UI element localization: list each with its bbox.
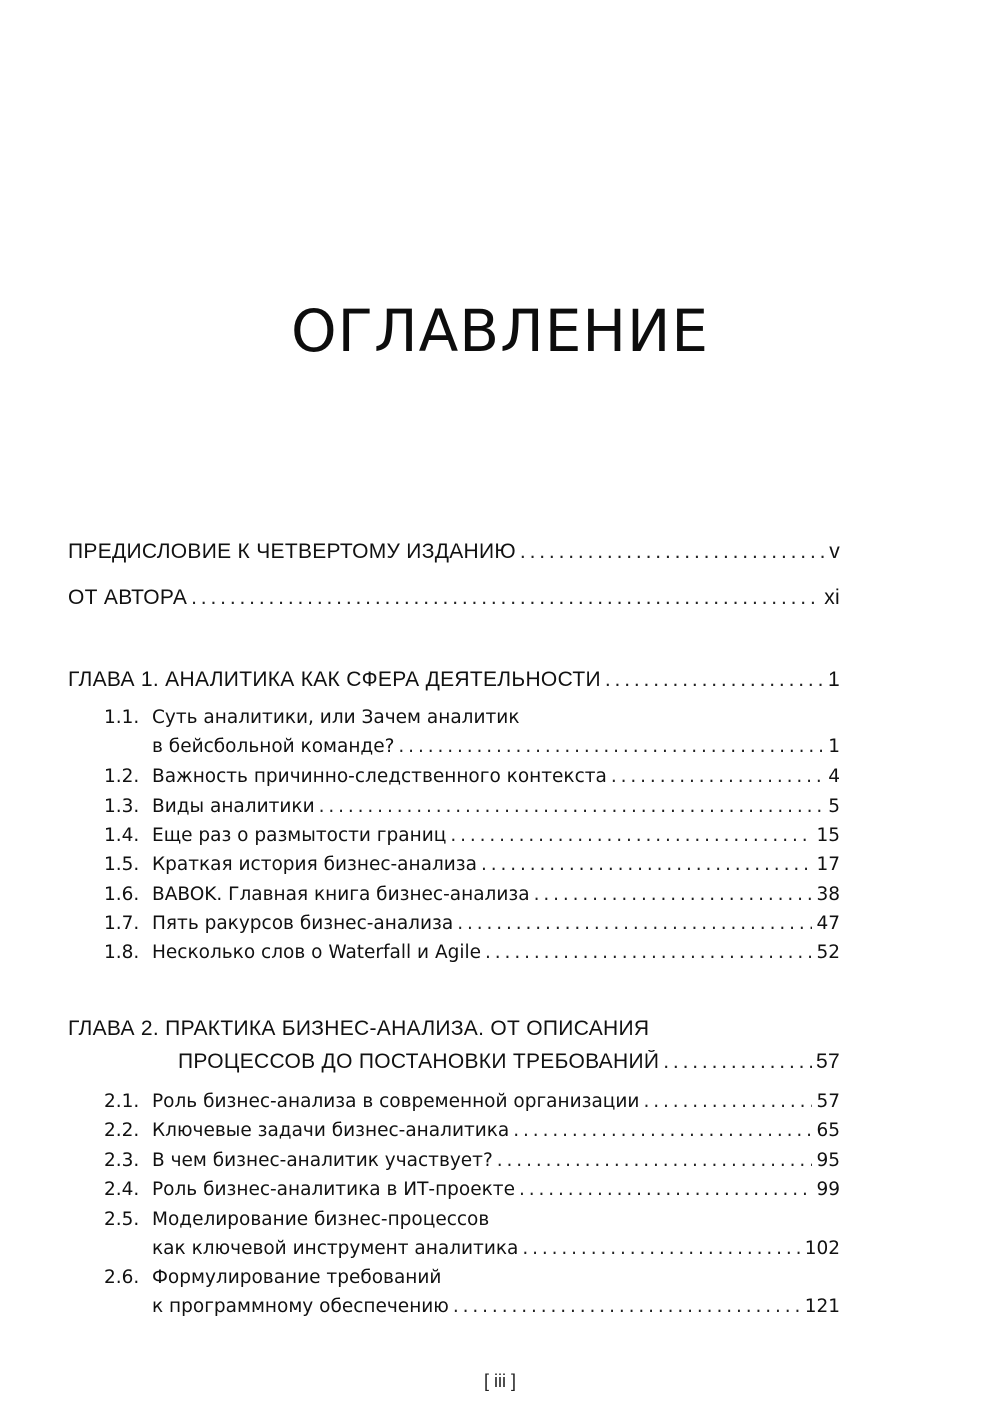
section-page: 57 (816, 1091, 840, 1112)
section-title: Роль бизнес-анализа в современной организации (152, 1091, 640, 1112)
toc-entry-page: v (829, 540, 840, 563)
leader-dots (534, 884, 813, 905)
section-page: 102 (804, 1238, 840, 1259)
section-title: В чем бизнес-аналитик участвует? (152, 1150, 493, 1171)
toc-section-1-4 (152, 825, 840, 846)
toc-entry-label: ПРЕДИСЛОВИЕ К ЧЕТВЕРТОМУ ИЗДАНИЮ (68, 540, 516, 563)
leader-dots (520, 540, 825, 564)
section-number: 1.4. (104, 825, 140, 846)
toc-section-2-2 (152, 1120, 840, 1141)
toc-section-1-5 (152, 854, 840, 875)
section-page: 65 (816, 1120, 840, 1141)
section-title: Формулирование требований (152, 1267, 442, 1288)
leader-dots (663, 1050, 812, 1074)
section-page: 52 (816, 942, 840, 963)
section-title: Ключевые задачи бизнес-аналитика (152, 1120, 510, 1141)
toc-section-2-3 (152, 1150, 840, 1171)
section-title: Виды аналитики (152, 796, 315, 817)
section-page: 47 (816, 913, 840, 934)
chapter-page: 1 (828, 668, 840, 691)
section-number: 2.5. (104, 1209, 140, 1230)
leader-dots (522, 1238, 800, 1259)
section-number: 1.5. (104, 854, 140, 875)
section-number: 2.3. (104, 1150, 140, 1171)
section-page: 4 (828, 766, 840, 787)
leader-dots (519, 1179, 812, 1200)
leader-dots (450, 825, 812, 846)
toc-section-2-5 (152, 1238, 840, 1259)
page-title: ОГЛАВЛЕНИЕ (290, 296, 709, 365)
chapter-label: ГЛАВА 1. АНАЛИТИКА КАК СФЕРА ДЕЯТЕЛЬНОСТИ (68, 668, 601, 691)
section-number: 2.1. (104, 1091, 140, 1112)
toc-section-2-6 (152, 1296, 840, 1317)
section-number: 1.1. (104, 707, 140, 728)
section-number: 1.7. (104, 913, 140, 934)
section-page: 5 (828, 796, 840, 817)
section-title: Моделирование бизнес-процессов (152, 1209, 490, 1230)
section-number: 1.6. (104, 884, 140, 905)
toc-section-1-6 (152, 884, 840, 905)
toc-section-1-3 (152, 796, 840, 817)
section-title: Суть аналитики, или Зачем аналитик (152, 707, 520, 728)
section-title: BABOK. Главная книга бизнес-анализа (152, 884, 530, 905)
toc-section-2-4 (152, 1179, 840, 1200)
section-title: Несколько слов о Waterfall и Agile (152, 942, 482, 963)
section-page: 121 (804, 1296, 840, 1317)
toc-chapter-1 (68, 668, 840, 692)
toc-chapter-2 (178, 1050, 840, 1074)
section-page: 99 (816, 1179, 840, 1200)
section-number: 1.3. (104, 796, 140, 817)
toc-section-1-8 (152, 942, 840, 963)
toc-entry-page: xi (824, 586, 840, 609)
toc-section-1-1 (152, 736, 840, 757)
section-title: Краткая история бизнес-анализа (152, 854, 477, 875)
leader-dots (513, 1120, 812, 1141)
leader-dots (481, 854, 812, 875)
chapter-label-continued: ПРОЦЕССОВ ДО ПОСТАНОВКИ ТРЕБОВАНИЙ (178, 1050, 660, 1073)
toc-entry-author (68, 586, 840, 610)
section-title: Важность причинно-следственного контекста (152, 766, 607, 787)
leader-dots (457, 913, 812, 934)
chapter-label: ГЛАВА 2. ПРАКТИКА БИЗНЕС-АНАЛИЗА. ОТ ОПИСАНИЯ (68, 1017, 650, 1040)
section-number: 1.8. (104, 942, 140, 963)
section-page: 1 (828, 736, 840, 757)
leader-dots (611, 766, 824, 787)
section-number: 2.4. (104, 1179, 140, 1200)
section-page: 15 (816, 825, 840, 846)
chapter-page: 57 (816, 1050, 840, 1073)
section-title-continued: в бейсбольной команде? (152, 736, 395, 757)
section-page: 38 (816, 884, 840, 905)
page-number-footer: [ iii ] (483, 1371, 516, 1391)
section-number: 1.2. (104, 766, 140, 787)
toc-section-1-2 (152, 766, 840, 787)
leader-dots (485, 942, 812, 963)
leader-dots (605, 668, 824, 692)
toc-section-1-7 (152, 913, 840, 934)
section-page: 17 (816, 854, 840, 875)
toc-entry-preface (68, 540, 840, 564)
section-page: 95 (816, 1150, 840, 1171)
leader-dots (319, 796, 825, 817)
leader-dots (398, 736, 824, 757)
section-number: 2.6. (104, 1267, 140, 1288)
toc-entry-label: ОТ АВТОРА (68, 586, 188, 609)
section-title-continued: к программному обеспечению (152, 1296, 449, 1317)
toc-section-2-1 (152, 1091, 840, 1112)
section-number: 2.2. (104, 1120, 140, 1141)
section-title: Еще раз о размытости границ (152, 825, 447, 846)
section-title: Пять ракурсов бизнес-анализа (152, 913, 454, 934)
leader-dots (643, 1091, 812, 1112)
leader-dots (191, 586, 820, 610)
section-title: Роль бизнес-аналитика в ИТ-проекте (152, 1179, 515, 1200)
section-title-continued: как ключевой инструмент аналитика (152, 1238, 519, 1259)
leader-dots (453, 1296, 801, 1317)
leader-dots (497, 1150, 813, 1171)
